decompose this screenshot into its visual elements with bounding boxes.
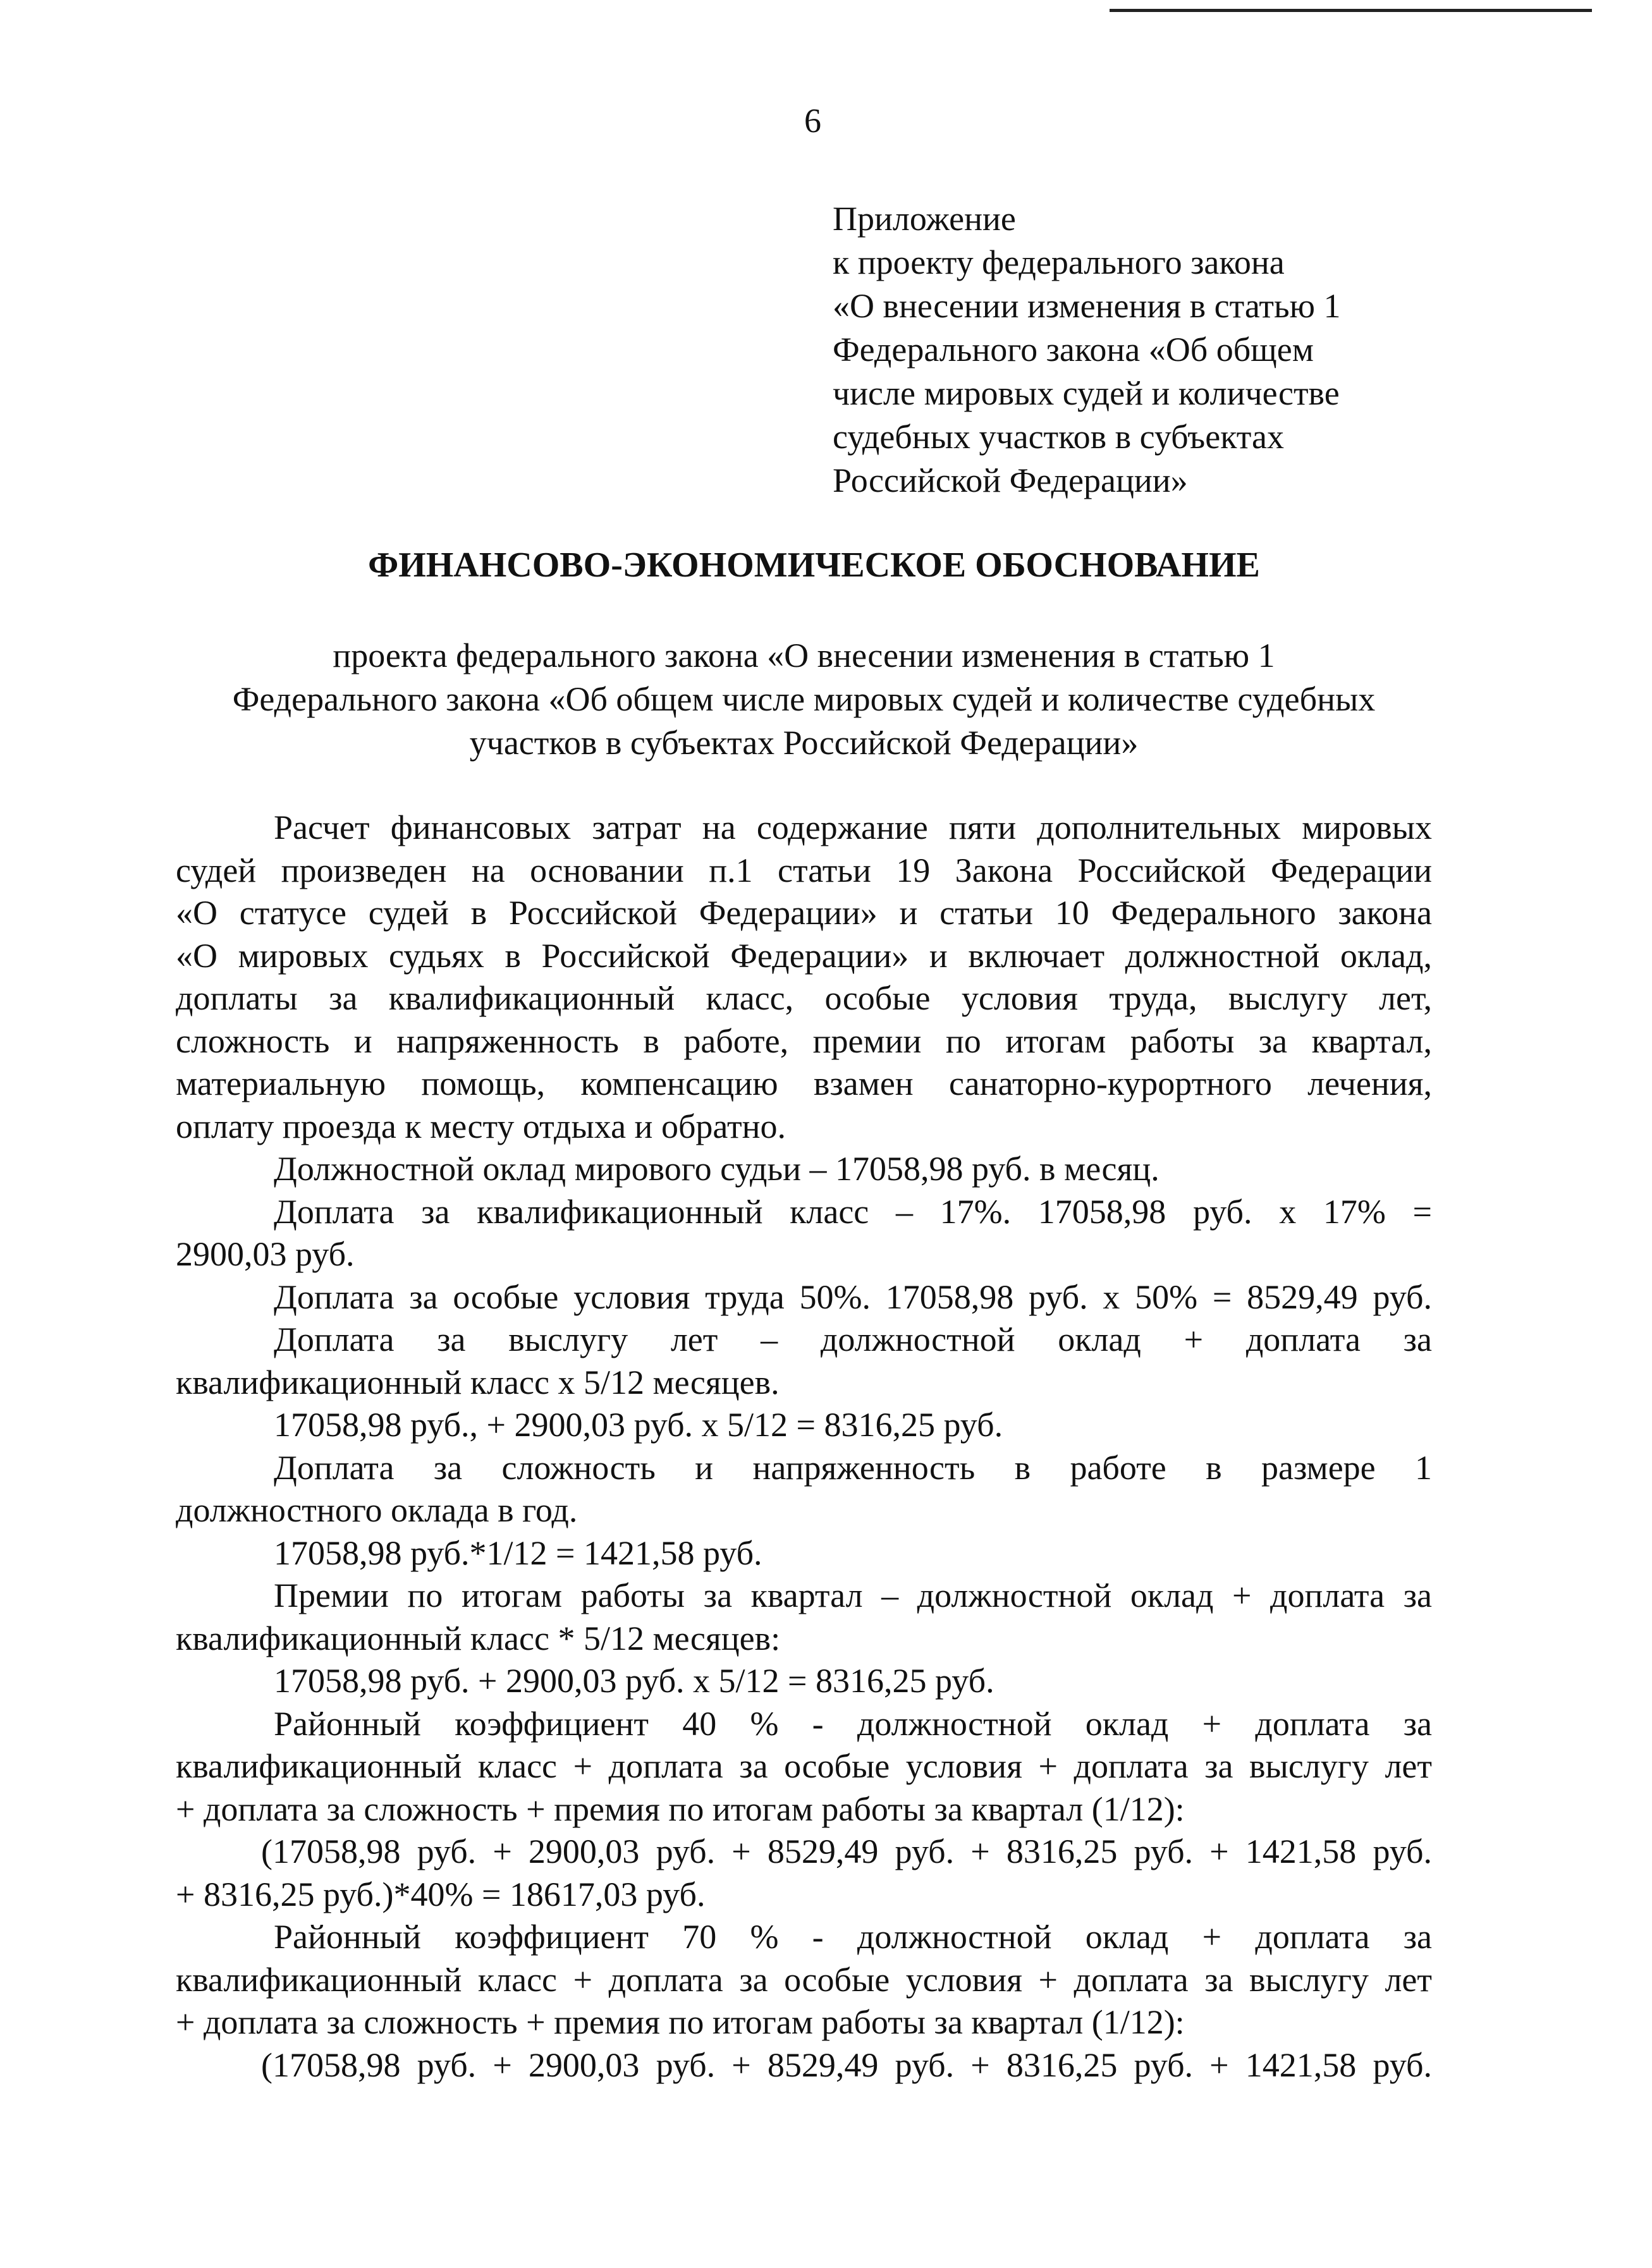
body-line: (17058,98 руб. + 2900,03 руб. + 8529,49 руб. + 8316,25 руб. + 1421,58 руб. xyxy=(261,1832,1432,1870)
body-line: (17058,98 руб. + 2900,03 руб. + 8529,49 руб. + 8316,25 руб. + 1421,58 руб. xyxy=(261,2045,1432,2084)
appendix-note xyxy=(833,197,1340,503)
body-line: + 8316,25 руб.)*40% = 18617,03 руб. xyxy=(176,1875,706,1913)
document-title: ФИНАНСОВО-ЭКОНОМИЧЕСКОЕ ОБОСНОВАНИЕ xyxy=(368,546,1260,585)
body-line: Доплата за квалификационный класс – 17%. 17058,98 руб. x 17% = xyxy=(274,1192,1432,1231)
appendix-line: судебных участков в субъектах xyxy=(833,418,1284,456)
body-line: «О статусе судей в Российской Федерации» и статьи 10 Федерального закона xyxy=(176,894,1432,932)
page-number: 6 xyxy=(804,102,821,140)
body-line: 17058,98 руб.*1/12 = 1421,58 руб. xyxy=(274,1533,762,1572)
body-line: + доплата за сложность + премия по итогам работы за квартал (1/12): xyxy=(176,1789,1185,1828)
appendix-line: «О внесении изменения в статью 1 xyxy=(833,287,1341,325)
document-subtitle xyxy=(176,634,1432,765)
body-line: оплату проезда к месту отдыха и обратно. xyxy=(176,1107,786,1145)
appendix-line: Приложение xyxy=(833,200,1016,238)
body-line: Расчет финансовых затрат на содержание пяти дополнительных мировых xyxy=(274,808,1432,846)
body-line: + доплата за сложность + премия по итогам работы за квартал (1/12): xyxy=(176,2003,1185,2041)
body-line: доплаты за квалификационный класс, особые условия труда, выслугу лет, xyxy=(176,979,1432,1017)
top-rule xyxy=(1110,9,1592,12)
body-line: Доплата за особые условия труда 50%. 17058,98 руб. x 50% = 8529,49 руб. xyxy=(274,1277,1432,1316)
body-line: квалификационный класс * 5/12 месяцев: xyxy=(176,1619,781,1657)
appendix-line: Федерального закона «Об общем xyxy=(833,331,1314,369)
subtitle-line: проекта федерального закона «О внесении изменения в статью 1 xyxy=(333,637,1275,674)
body-line: «О мировых судьях в Российской Федерации» и включает должностной оклад, xyxy=(176,936,1432,975)
body-line: Премии по итогам работы за квартал – должностной оклад + доплата за xyxy=(274,1576,1432,1614)
subtitle-line: Федерального закона «Об общем числе мировых судей и количестве судебных xyxy=(232,680,1376,718)
body-line: Должностной оклад мирового судьи – 17058,98 руб. в месяц. xyxy=(274,1150,1159,1188)
body-line: сложность и напряженность в работе, премии по итогам работы за квартал, xyxy=(176,1021,1432,1060)
body-line: Доплата за выслугу лет – должностной оклад + доплата за xyxy=(274,1320,1432,1358)
body-line: Районный коэффициент 40 % - должностной оклад + доплата за xyxy=(274,1704,1432,1743)
body-line: Доплата за сложность и напряженность в работе в размере 1 xyxy=(274,1448,1432,1487)
appendix-line: Российской Федерации» xyxy=(833,461,1188,499)
body-line: квалификационный класс + доплата за особые условия + доплата за выслугу лет xyxy=(176,1747,1432,1785)
body-line: судей произведен на основании п.1 статьи 19 Закона Российской Федерации xyxy=(176,851,1432,889)
body-line: 2900,03 руб. xyxy=(176,1235,355,1273)
appendix-line: числе мировых судей и количестве xyxy=(833,374,1340,412)
subtitle-line: участков в субъектах Российской Федерации» xyxy=(469,724,1139,762)
appendix-line: к проекту федерального закона xyxy=(833,243,1285,281)
body-line: 17058,98 руб., + 2900,03 руб. x 5/12 = 8316,25 руб. xyxy=(274,1406,1003,1444)
body-line: 17058,98 руб. + 2900,03 руб. x 5/12 = 8316,25 руб. xyxy=(274,1662,994,1700)
body-line: материальную помощь, компенсацию взамен санаторно-курортного лечения, xyxy=(176,1064,1432,1102)
document-body xyxy=(176,807,1432,2087)
body-line: квалификационный класс x 5/12 месяцев. xyxy=(176,1363,780,1401)
body-line: должностного оклада в год. xyxy=(176,1491,578,1529)
body-line: квалификационный класс + доплата за особые условия + доплата за выслугу лет xyxy=(176,1960,1432,1999)
body-line: Районный коэффициент 70 % - должностной оклад + доплата за xyxy=(274,1918,1432,1956)
